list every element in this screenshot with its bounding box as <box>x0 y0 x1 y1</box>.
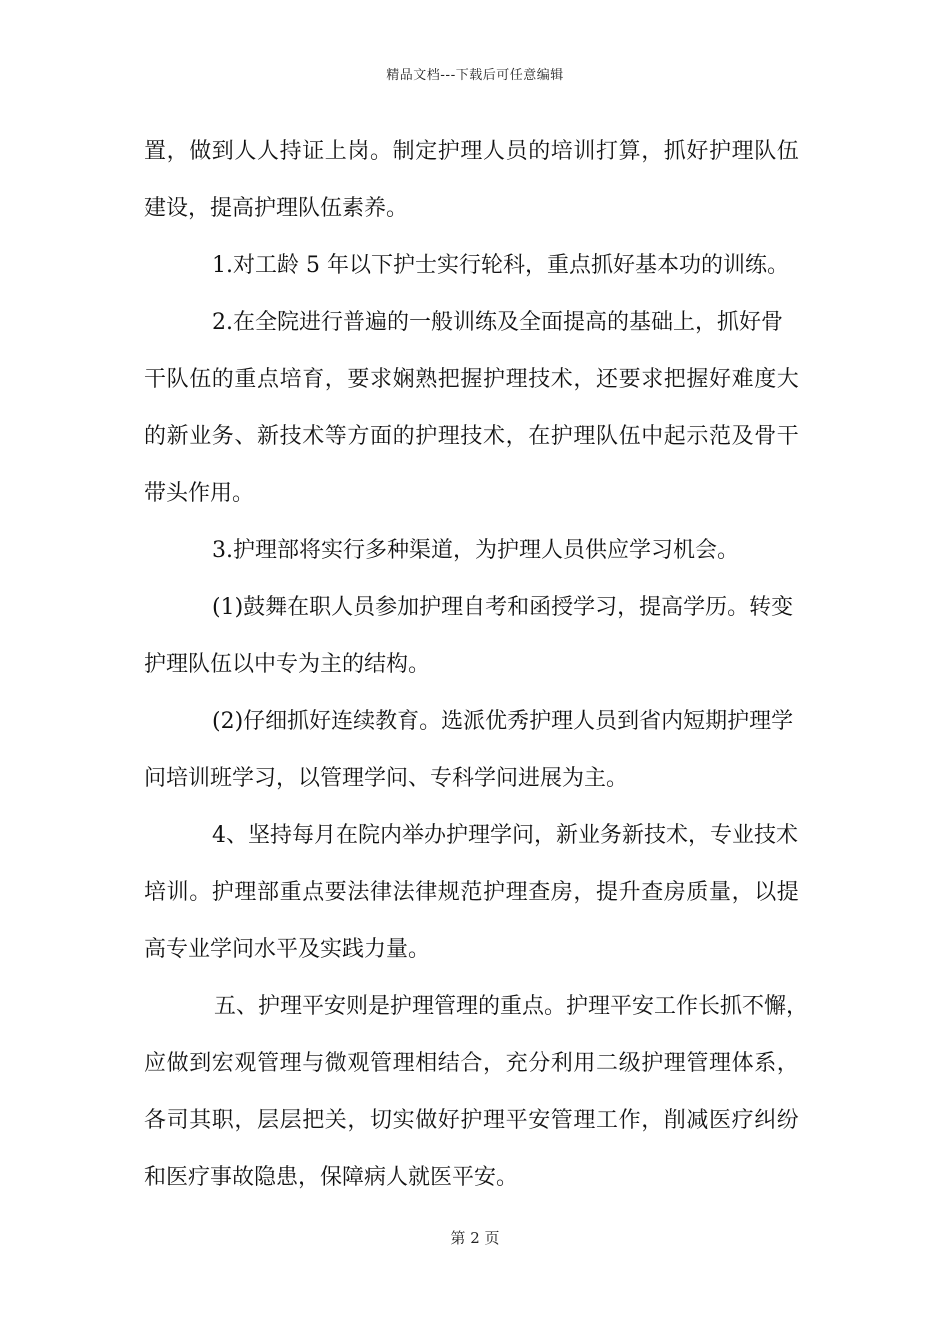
paragraph-line: 1.对工龄 5 年以下护士实行轮科，重点抓好基本功的训练。 <box>212 253 789 278</box>
paragraph-line: 五、护理平安则是护理管理的重点。护理平安工作长抓不懈， <box>214 994 809 1019</box>
paragraph-line: 问培训班学习，以管理学问、专科学问进展为主。 <box>144 766 629 791</box>
paragraph-line: 带头作用。 <box>144 481 255 506</box>
paragraph-line: (1)鼓舞在职人员参加护理自考和函授学习，提高学历。转变 <box>212 595 794 620</box>
paragraph-line: 应做到宏观管理与微观管理相结合，充分利用二级护理管理体系， <box>144 1051 800 1076</box>
paragraph-line: 3.护理部将实行多种渠道，为护理人员供应学习机会。 <box>212 538 739 563</box>
paragraph-line: (2)仔细抓好连续教育。选派优秀护理人员到省内短期护理学 <box>212 709 794 734</box>
paragraph-line: 的新业务、新技术等方面的护理技术，在护理队伍中起示范及骨干 <box>144 424 800 449</box>
paragraph-line: 各司其职，层层把关，切实做好护理平安管理工作，削减医疗纠纷 <box>144 1108 800 1133</box>
paragraph-line: 培训。护理部重点要法律法律规范护理查房，提升查房质量，以提 <box>144 880 800 905</box>
page-footer <box>0 1227 950 1248</box>
paragraph-line: 干队伍的重点培育，要求娴熟把握护理技术，还要求把握好难度大 <box>144 367 800 392</box>
paragraph-line: 建设，提高护理队伍素养。 <box>144 196 409 221</box>
paragraph-line: 2.在全院进行普遍的一般训练及全面提高的基础上，抓好骨 <box>212 310 783 335</box>
page-number: 2 <box>470 1229 480 1247</box>
page-header: 精品文档---下载后可任意编辑 <box>386 68 564 83</box>
page-label-prefix: 第 <box>450 1229 466 1247</box>
paragraph-line: 置，做到人人持证上岗。制定护理人员的培训打算，抓好护理队伍 <box>144 139 800 164</box>
paragraph-line: 护理队伍以中专为主的结构。 <box>144 652 431 677</box>
paragraph-line: 和医疗事故隐患，保障病人就医平安。 <box>144 1165 519 1190</box>
page-label-suffix: 页 <box>484 1229 500 1247</box>
paragraph-line: 4、坚持每月在院内举办护理学问，新业务新技术，专业技术 <box>212 823 798 848</box>
paragraph-line: 高专业学问水平及实践力量。 <box>144 937 431 962</box>
